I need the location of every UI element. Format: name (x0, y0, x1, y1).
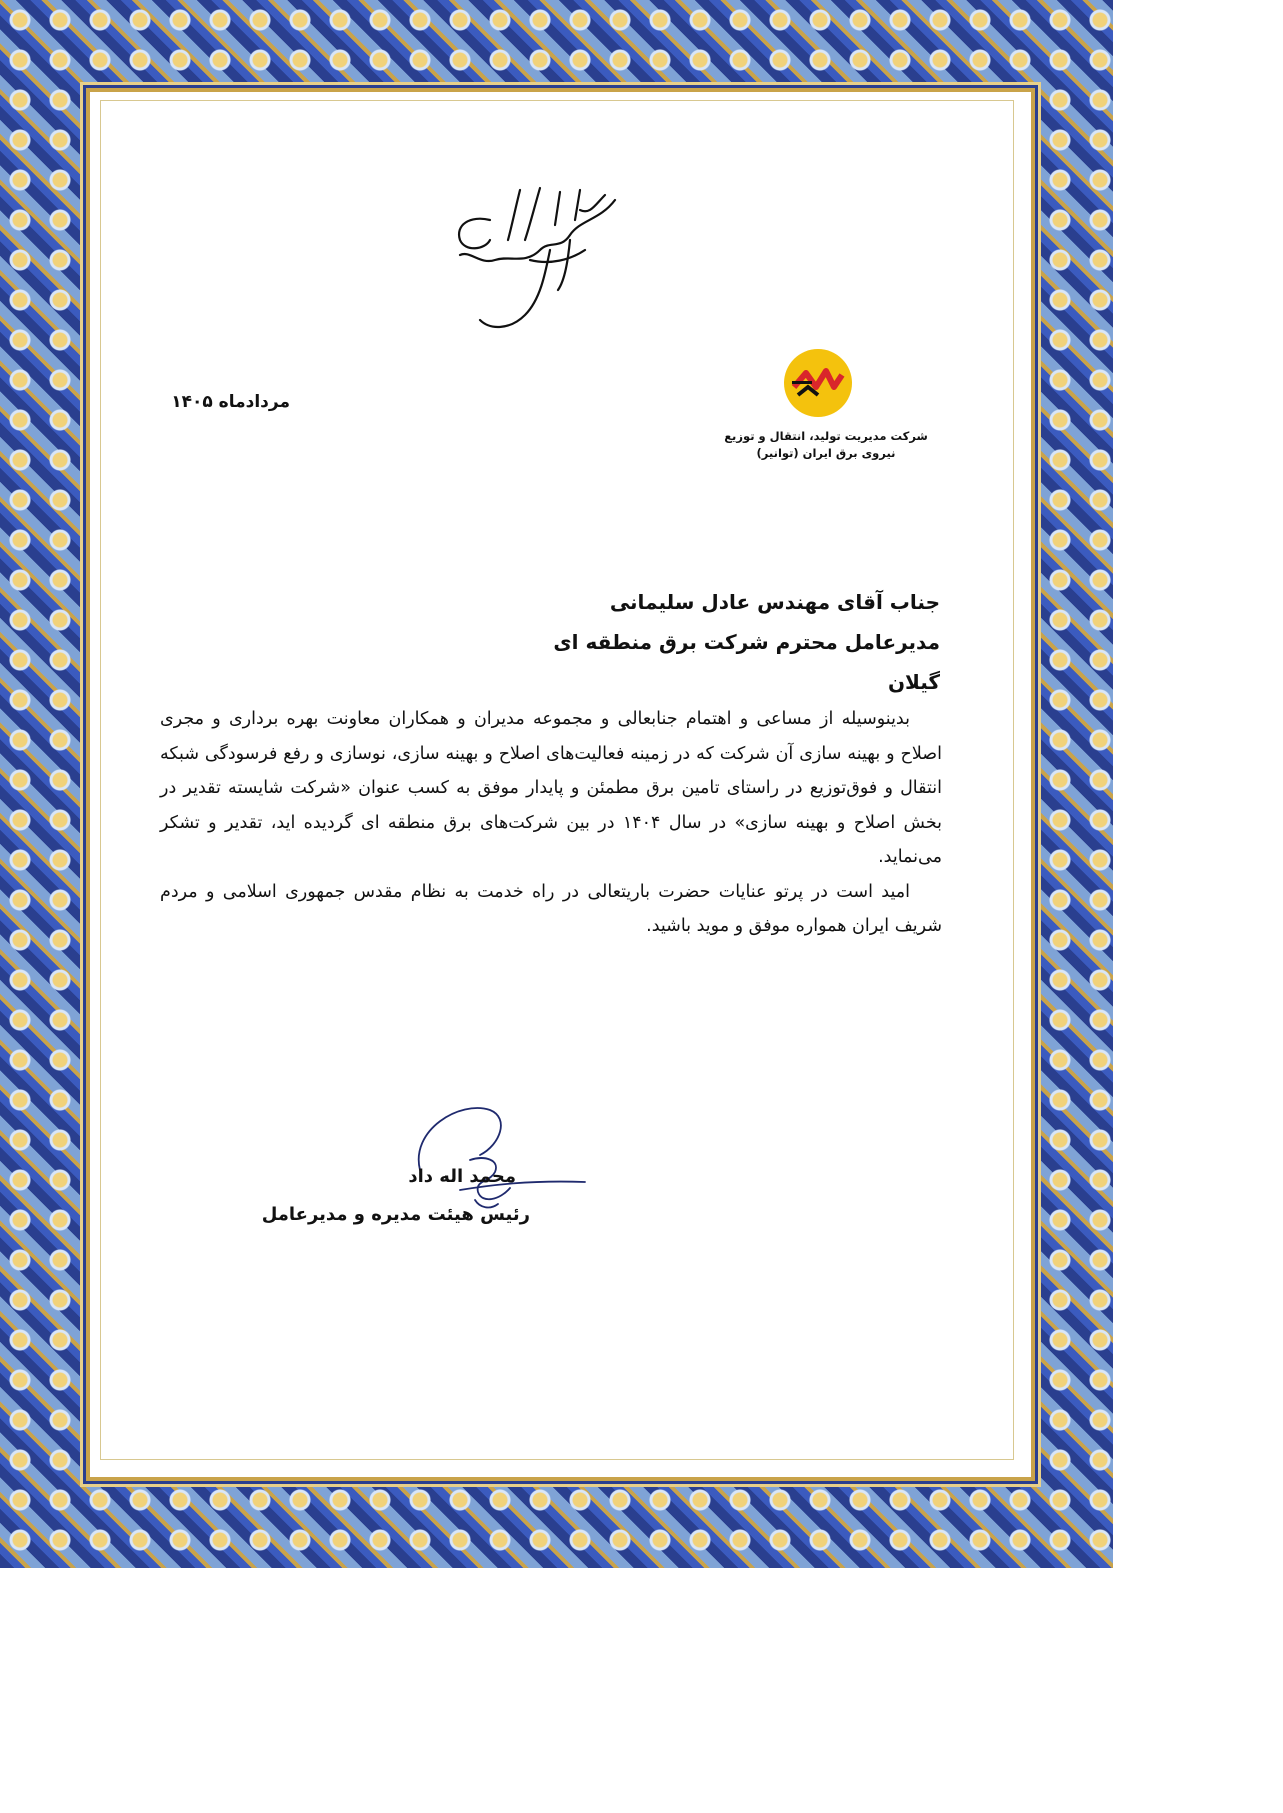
body-paragraph-1: بدینوسیله از مساعی و اهتمام جنابعالی و مجموعه مدیران و همکاران معاونت بهره برداری و مجری اصلاح و بهینه سازی آن شرکت که در زمینه فعالیت‌های اصلاح و بهینه سازی، نوسازی و رفع فرسودگی شبکه انتقال و فوق‌توزیع در راستای تامین برق مطمئن و پایدار موفق به کسب عنوان «شرکت شایسته تقدیر در بخش اصلاح و بهینه سازی» در سال ۱۴۰۴ در بین شرکت‌های برق منطقه ای گردیده اید، تقدیر و تشکر می‌نماید. (160, 709, 943, 867)
letter-date: مردادماه ۱۴۰۵ (171, 392, 290, 412)
signer-block (230, 1158, 530, 1234)
tavanir-logo (782, 347, 854, 419)
letter-body (160, 702, 942, 944)
signer-name: محمد اله داد (408, 1166, 516, 1187)
recipient-title: مدیرعامل محترم شرکت برق منطقه ای گیلان (553, 630, 940, 694)
organization-line2: نیروی برق ایران (توانیر) (756, 446, 896, 460)
basmala-calligraphy (430, 180, 630, 340)
organization-caption (720, 428, 932, 462)
recipient-block (500, 582, 940, 702)
signer-title: رئیس هیئت مدیره و مدیرعامل (261, 1204, 530, 1225)
body-paragraph-2: امید است در پرتو عنایات حضرت باریتعالی در راه خدمت به نظام مقدس جمهوری اسلامی و مردم شریف ایران همواره موفق و موید باشید. (160, 881, 942, 936)
recipient-name: جناب آقای مهندس عادل سلیمانی (609, 590, 940, 614)
organization-line1: شرکت مدیریت تولید، انتقال و توزیع (724, 429, 928, 443)
